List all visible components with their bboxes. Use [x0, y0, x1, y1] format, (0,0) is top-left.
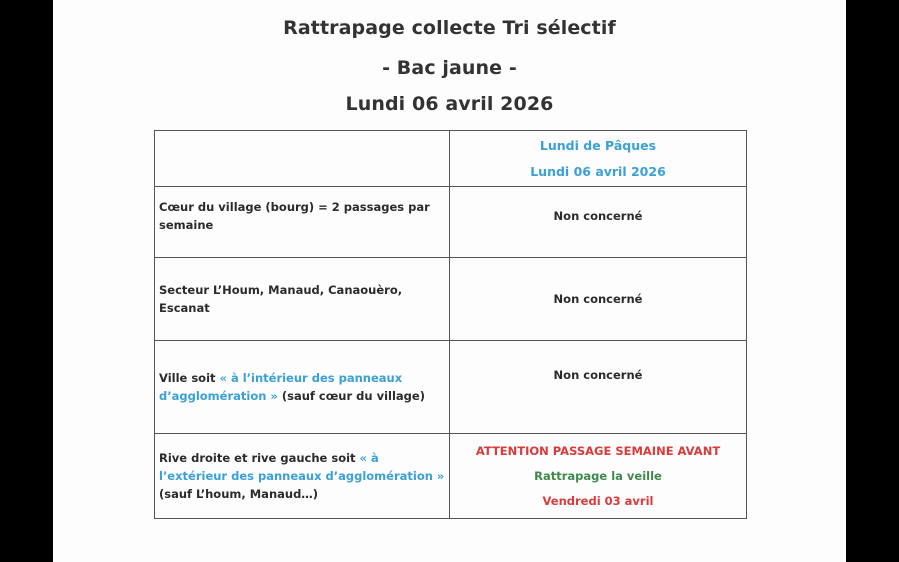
- header-empty-cell: [155, 131, 450, 187]
- document-title: Rattrapage collecte Tri sélectif: [283, 17, 616, 39]
- row-label: Rive droite et rive gauche soit « à l’extérieur des panneaux d’agglomération » (sauf L’houm, Manaud…): [155, 434, 450, 519]
- catchup-note: Rattrapage la veille: [534, 468, 662, 483]
- table-row: [155, 341, 747, 434]
- header-date: Lundi 06 avril 2026: [530, 163, 666, 179]
- document-page: [53, 0, 846, 562]
- document-subtitle: - Bac jaune -: [382, 57, 517, 79]
- table-row: [155, 434, 747, 519]
- row-status: [450, 434, 747, 519]
- schedule-table: [154, 130, 747, 519]
- row-status: Non concerné: [450, 187, 747, 258]
- row-label: Ville soit « à l’intérieur des panneaux d’agglomération » (sauf cœur du village): [155, 341, 450, 434]
- row-label: Cœur du village (bourg) = 2 passages par semaine: [155, 187, 450, 258]
- catchup-date: Vendredi 03 avril: [542, 493, 654, 508]
- quoted-area: « à l’extérieur des panneaux d’agglomération »: [159, 451, 445, 483]
- header-holiday: Lundi de Pâques: [539, 137, 657, 153]
- row-status: Non concerné: [450, 258, 747, 341]
- table-header-row: [155, 131, 747, 187]
- row-label: Secteur L’Houm, Manaud, Canaouèro, Escanat: [155, 258, 450, 341]
- quoted-area: « à l’intérieur des panneaux d’agglomération »: [159, 371, 403, 403]
- header-date-cell: [450, 131, 747, 187]
- row-status: Non concerné: [450, 341, 747, 434]
- table-row: [155, 187, 747, 258]
- table-row: [155, 258, 747, 341]
- attention-notice: ATTENTION PASSAGE SEMAINE AVANT: [475, 443, 721, 458]
- document-date: Lundi 06 avril 2026: [345, 93, 554, 115]
